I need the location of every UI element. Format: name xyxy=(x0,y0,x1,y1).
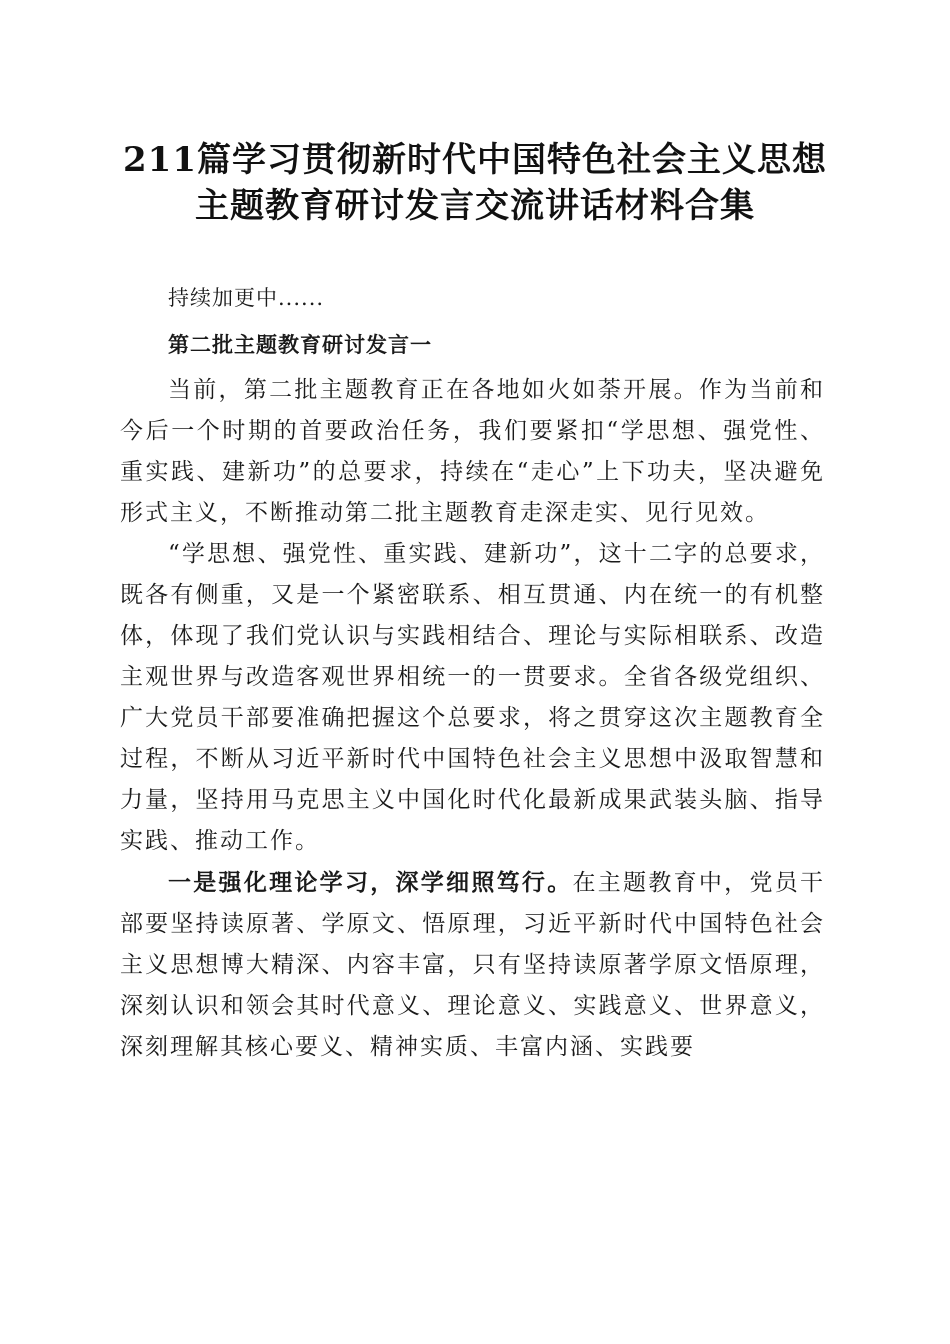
paragraph xyxy=(120,534,825,862)
paragraph-text: 当前，第二批主题教育正在各地如火如荼开展。作为当前和今后一个时期的首要政治任务，我们要紧扣“学思想、强党性、重实践、建新功”的总要求，持续在“走心”上下功夫，坚决避免形式主义，不断推动第二批主题教育走深走实、见行见效。 xyxy=(120,377,825,526)
document-title-line-1: 211篇学习贯彻新时代中国特色社会主义思想 xyxy=(123,140,827,180)
paragraph xyxy=(120,862,825,1068)
document-body xyxy=(120,278,825,1068)
paragraph xyxy=(120,370,825,534)
document-title-line-2: 主题教育研讨发言交流讲话材料合集 xyxy=(195,186,755,226)
paragraph-lead: 一是强化理论学习，深学细照笃行。 xyxy=(168,869,573,896)
status-note: 持续加更中...... xyxy=(168,286,325,310)
paragraph-text: “学思想、强党性、重实践、建新功”，这十二字的总要求，既各有侧重，又是一个紧密联系、相互贯通、内在统一的有机整体，体现了我们党认识与实践相结合、理论与实际相联系、改造主观世界与改造客观世界相统一的一贯要求。全省各级党组织、广大党员干部要准确把握这个总要求，将之贯穿这次主题教育全过程，不断从习近平新时代中国特色社会主义思想中汲取智慧和力量，坚持用马克思主义中国化时代化最新成果武装头脑、指导实践、推动工作。 xyxy=(120,541,825,854)
section-heading: 第二批主题教育研讨发言一 xyxy=(168,332,432,357)
paragraph-text: 在主题教育中，党员干部要坚持读原著、学原文、悟原理，习近平新时代中国特色社会主义思想博大精深、内容丰富，只有坚持读原著学原文悟原理，深刻认识和领会其时代意义、理论意义、实践意义、世界意义，深刻理解其核心要义、精神实质、丰富内涵、实践要 xyxy=(120,870,826,1060)
